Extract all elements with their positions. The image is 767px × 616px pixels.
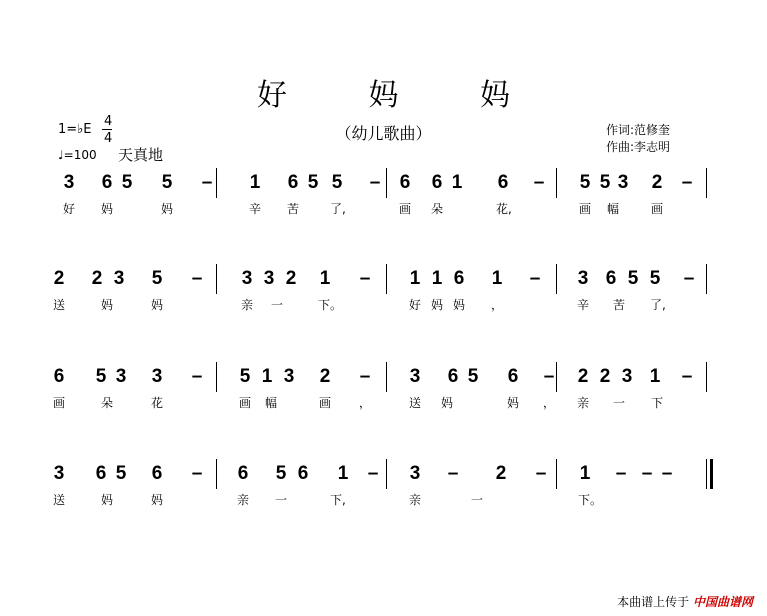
lyric-syllable: 了,	[650, 298, 666, 312]
note: 3	[241, 268, 253, 289]
note: 3	[409, 366, 421, 387]
lyric-syllable: 朵	[100, 396, 113, 410]
note: 2	[651, 172, 663, 193]
note: 3	[409, 463, 421, 484]
lyric-syllable: 下	[650, 396, 663, 410]
dash-note: –	[681, 172, 693, 193]
lyric-syllable: 幅	[264, 396, 277, 410]
barline	[556, 362, 557, 392]
note: 6	[507, 366, 519, 387]
lyric-syllable: 苦	[286, 202, 299, 216]
barline	[556, 264, 557, 294]
lyric-syllable: 画	[52, 396, 65, 410]
time-signature-line	[102, 129, 112, 130]
note: 5	[115, 463, 127, 484]
lyric-syllable: 妈	[160, 202, 173, 216]
dash-note: –	[543, 366, 555, 387]
note: 5	[599, 172, 611, 193]
note: 5	[627, 268, 639, 289]
note: 6	[297, 463, 309, 484]
note: 6	[399, 172, 411, 193]
note: 1	[649, 366, 661, 387]
note: 6	[237, 463, 249, 484]
note: 5	[331, 172, 343, 193]
barline	[386, 264, 387, 294]
note: 5	[121, 172, 133, 193]
barline	[216, 168, 217, 198]
note: 5	[275, 463, 287, 484]
lyric-syllable: 送	[52, 493, 65, 507]
barline	[556, 168, 557, 198]
note: 3	[63, 172, 75, 193]
note: 5	[307, 172, 319, 193]
footer-text: 本曲谱上传于	[617, 595, 690, 609]
tempo-expression: 天真地	[118, 146, 164, 164]
note: 3	[617, 172, 629, 193]
lyricist-credit: 作词:范修奎	[606, 123, 671, 137]
note: 1	[431, 268, 443, 289]
dash-note: –	[359, 366, 371, 387]
barline	[216, 362, 217, 392]
barline	[386, 362, 387, 392]
dash-note: –	[529, 268, 541, 289]
lyric-syllable: 辛	[576, 298, 589, 312]
note: 5	[95, 366, 107, 387]
barline	[706, 459, 707, 489]
note: 6	[431, 172, 443, 193]
note: 3	[115, 366, 127, 387]
dash-note: –	[681, 366, 693, 387]
time-signature-bottom: 4	[104, 131, 113, 146]
note: 6	[453, 268, 465, 289]
note: 2	[495, 463, 507, 484]
lyric-syllable: 画	[238, 396, 251, 410]
note: 6	[287, 172, 299, 193]
dash-note: –	[201, 172, 213, 193]
lyric-syllable: 好	[408, 298, 421, 312]
barline	[386, 168, 387, 198]
lyric-syllable: 妈	[452, 298, 465, 312]
lyric-syllable: 亲	[240, 298, 253, 312]
lyric-syllable: 妈	[100, 202, 113, 216]
dash-note: –	[683, 268, 695, 289]
lyric-syllable: 一	[612, 396, 625, 410]
song-subtitle: （幼儿歌曲）	[335, 124, 432, 143]
lyric-syllable: 画	[578, 202, 591, 216]
dash-note: –	[191, 268, 203, 289]
lyric-syllable: 幅	[606, 202, 619, 216]
note: 2	[91, 268, 103, 289]
note: 1	[261, 366, 273, 387]
lyric-syllable: 下。	[578, 493, 603, 507]
note: 3	[113, 268, 125, 289]
note: 6	[447, 366, 459, 387]
note: 6	[95, 463, 107, 484]
barline	[216, 459, 217, 489]
note: 5	[161, 172, 173, 193]
tempo-marking: ♩=100	[58, 148, 97, 162]
lyric-syllable: 下,	[330, 493, 346, 507]
lyric-syllable: 一	[470, 493, 483, 507]
lyric-syllable: 妈	[150, 493, 163, 507]
dash-note: –	[191, 463, 203, 484]
lyric-syllable: ，	[358, 396, 371, 410]
lyric-syllable: 送	[408, 396, 421, 410]
dash-note: –	[533, 172, 545, 193]
note: 3	[577, 268, 589, 289]
note: 2	[53, 268, 65, 289]
lyric-syllable: 画	[318, 396, 331, 410]
lyric-syllable: 好	[62, 202, 75, 216]
lyric-syllable: 花,	[496, 202, 512, 216]
note: 5	[579, 172, 591, 193]
dash-note: –	[191, 366, 203, 387]
lyric-syllable: 妈	[506, 396, 519, 410]
lyric-syllable: 妈	[440, 396, 453, 410]
note: 1	[319, 268, 331, 289]
lyric-syllable: 花	[150, 396, 163, 410]
note: 5	[239, 366, 251, 387]
note: 5	[467, 366, 479, 387]
lyric-syllable: 亲	[236, 493, 249, 507]
lyric-syllable: 一	[274, 493, 287, 507]
lyric-syllable: 妈	[100, 298, 113, 312]
barline	[386, 459, 387, 489]
time-signature-top: 4	[104, 114, 113, 129]
lyric-syllable: 妈	[150, 298, 163, 312]
lyric-syllable: 一	[270, 298, 283, 312]
note: 6	[605, 268, 617, 289]
lyric-syllable: ，	[490, 298, 503, 312]
barline	[556, 459, 557, 489]
barline	[216, 264, 217, 294]
lyric-syllable: 亲	[576, 396, 589, 410]
note: 3	[53, 463, 65, 484]
footer	[617, 593, 753, 610]
dash-note: –	[661, 463, 673, 484]
dash-note: –	[367, 463, 379, 484]
note: 1	[249, 172, 261, 193]
lyric-syllable: 辛	[248, 202, 261, 216]
final-barline	[710, 459, 713, 489]
note: 2	[599, 366, 611, 387]
dash-note: –	[369, 172, 381, 193]
note: 6	[53, 366, 65, 387]
note: 1	[451, 172, 463, 193]
barline	[706, 168, 707, 198]
note: 2	[285, 268, 297, 289]
note: 6	[101, 172, 113, 193]
note: 1	[491, 268, 503, 289]
note: 1	[579, 463, 591, 484]
note: 3	[151, 366, 163, 387]
dash-note: –	[641, 463, 653, 484]
lyric-syllable: 送	[52, 298, 65, 312]
lyric-syllable: 亲	[408, 493, 421, 507]
lyric-syllable: 苦	[612, 298, 625, 312]
lyric-syllable: 画	[650, 202, 663, 216]
lyric-syllable: ，	[542, 396, 555, 410]
lyric-syllable: 画	[398, 202, 411, 216]
note: 1	[337, 463, 349, 484]
footer-brand: 中国曲谱网	[692, 595, 753, 609]
note: 6	[497, 172, 509, 193]
dash-note: –	[359, 268, 371, 289]
note: 3	[283, 366, 295, 387]
song-title: 好 妈 妈	[256, 78, 547, 113]
note: 5	[649, 268, 661, 289]
lyric-syllable: 妈	[100, 493, 113, 507]
key-signature: 1=♭E	[58, 122, 92, 137]
note: 2	[319, 366, 331, 387]
dash-note: –	[615, 463, 627, 484]
barline	[706, 362, 707, 392]
barline	[706, 264, 707, 294]
lyric-syllable: 了,	[330, 202, 346, 216]
lyric-syllable: 下。	[318, 298, 343, 312]
dash-note: –	[447, 463, 459, 484]
lyric-syllable: 朵	[430, 202, 443, 216]
note: 2	[577, 366, 589, 387]
note: 3	[621, 366, 633, 387]
note: 6	[151, 463, 163, 484]
dash-note: –	[535, 463, 547, 484]
note: 5	[151, 268, 163, 289]
composer-credit: 作曲:李志明	[606, 140, 671, 154]
lyric-syllable: 妈	[430, 298, 443, 312]
note: 1	[409, 268, 421, 289]
note: 3	[263, 268, 275, 289]
